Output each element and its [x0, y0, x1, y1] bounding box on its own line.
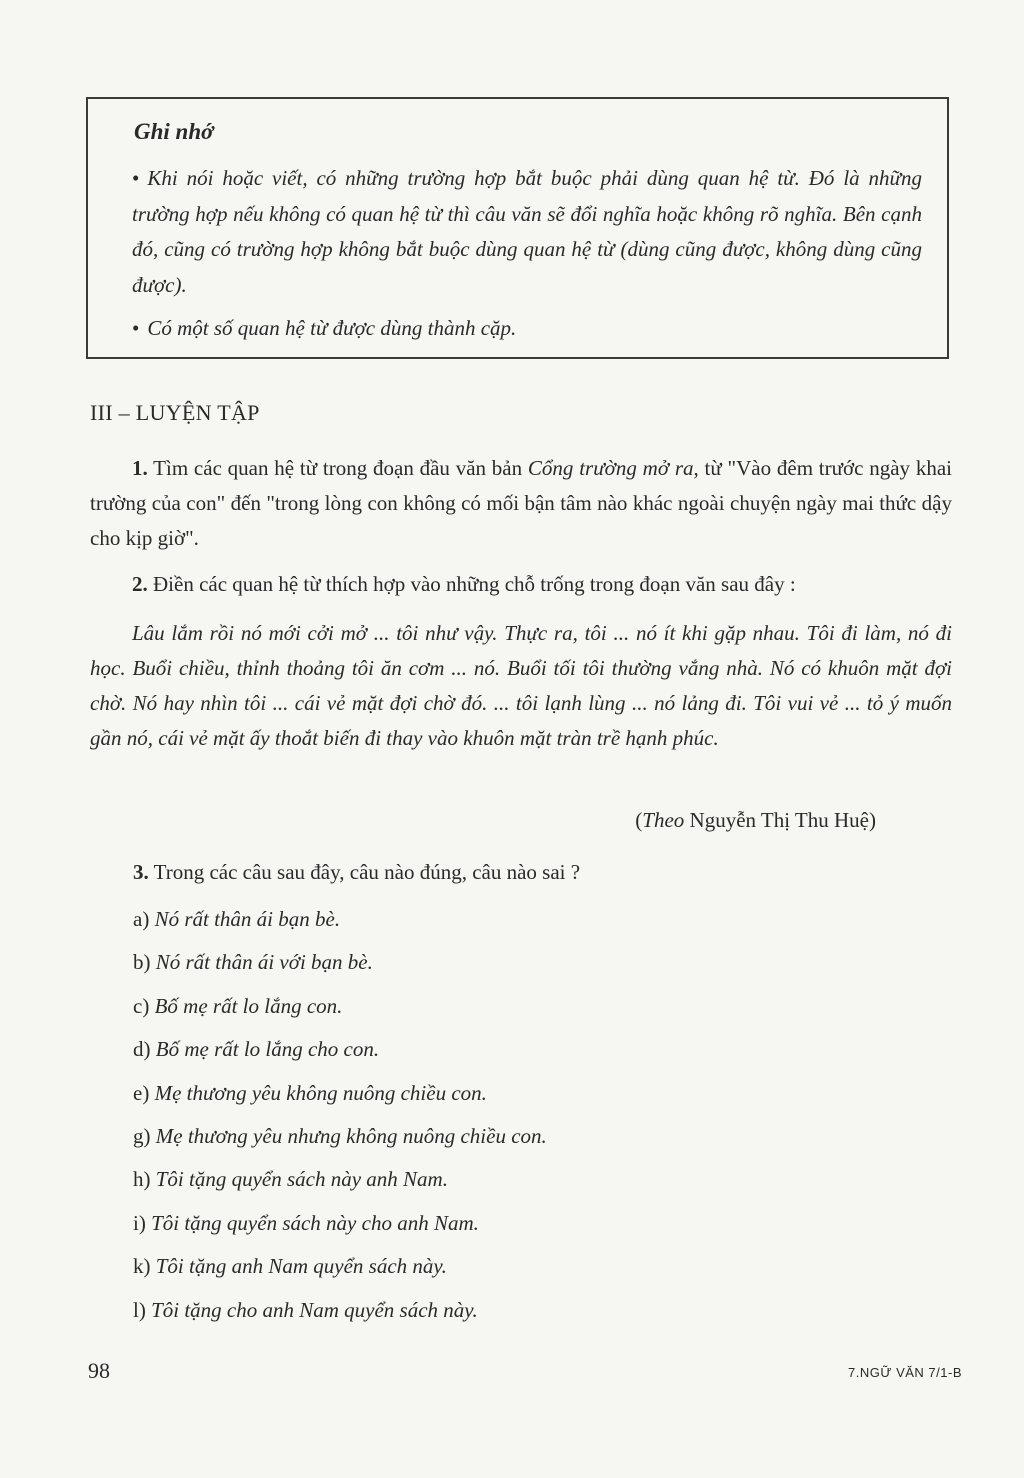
exercise-2-passage: Lâu lắm rồi nó mới cởi mở ... tôi như vậy. Thực ra, tôi ... nó ít khi gặp nhau. Tôi đi làm, nó đi học. Buổi chiều, thỉnh thoảng tôi ăn cơm ... nó. Buổi tối tôi thường vắng nhà. Nó có khuôn mặt đợi chờ. Nó hay nhìn tôi ... cái vẻ mặt đợi chờ đó. ... tôi lạnh lùng ... nó lảng đi. Tôi vui vẻ ... tỏ ý muốn gần nó, cái vẻ mặt ấy thoắt biến đi thay vào khuôn mặt tràn trề hạnh phúc.	[90, 621, 952, 750]
ghi-nho-bullet-1	[132, 161, 922, 303]
ghi-nho-bullet-1-text: Khi nói hoặc viết, có những trường hợp bắt buộc phải dùng quan hệ từ. Đó là những trường hợp nếu không có quan hệ từ thì câu văn sẽ đổi nghĩa hoặc không rõ nghĩa. Bên cạnh đó, cũng có trường hợp không bắt buộc dùng quan hệ từ (dùng cũng được, không dùng cũng được).	[132, 166, 922, 297]
item-label: l)	[133, 1297, 146, 1322]
ghi-nho-bullet-2-text: Có một số quan hệ từ được dùng thành cặp.	[147, 316, 517, 340]
item-text: Tôi tặng quyển sách này cho anh Nam.	[151, 1210, 479, 1235]
work-title: Cổng trường mở ra	[527, 456, 694, 480]
page-number: 98	[88, 1358, 110, 1383]
exercise-2-text: Điền các quan hệ từ thích hợp vào những chỗ trống trong đoạn văn sau đây :	[147, 572, 796, 596]
exercise-3-text: Trong các câu sau đây, câu nào đúng, câu nào sai ?	[148, 860, 581, 884]
bullet-icon: •	[132, 166, 140, 190]
item-label: a)	[133, 907, 150, 931]
item-label: d)	[133, 1037, 151, 1062]
item-label: g)	[133, 1123, 151, 1148]
footer-code: 7.NGỮ VĂN 7/1-B	[848, 1365, 962, 1380]
exercise-3	[133, 860, 580, 885]
item-text: Tôi tặng cho anh Nam quyển sách này.	[151, 1297, 478, 1322]
exercise-3-number: 3.	[133, 860, 149, 884]
list-item	[133, 942, 547, 985]
list-item	[133, 899, 547, 942]
exercise-1	[90, 451, 952, 556]
item-label: c)	[133, 993, 150, 1018]
list-item	[133, 1029, 547, 1072]
item-text: Nó rất thân ái bạn bè.	[154, 907, 341, 931]
source-author: Nguyễn Thị Thu Huệ)	[684, 808, 876, 832]
list-item	[133, 1116, 547, 1159]
list-item	[133, 1073, 547, 1116]
exercise-1-text-a: Tìm các quan hệ từ trong đoạn đầu văn bản	[147, 456, 528, 480]
item-text: Mẹ thương yêu không nuông chiều con.	[154, 1080, 487, 1105]
bullet-icon: •	[132, 316, 140, 340]
ghi-nho-box	[86, 97, 949, 359]
passage-source	[635, 808, 876, 833]
item-text: Bố mẹ rất lo lắng con.	[154, 993, 343, 1018]
exercise-3-list	[133, 899, 547, 1333]
item-text: Bố mẹ rất lo lắng cho con.	[155, 1037, 380, 1062]
list-item	[133, 1246, 547, 1289]
item-label: h)	[133, 1167, 151, 1192]
item-label: e)	[133, 1080, 150, 1105]
item-label: b)	[133, 950, 151, 975]
item-text: Tôi tặng anh Nam quyển sách này.	[155, 1254, 447, 1279]
list-item	[133, 1159, 547, 1202]
source-theo: Theo	[642, 808, 685, 832]
source-open-paren: (	[635, 808, 643, 832]
ghi-nho-bullet-2	[132, 311, 922, 347]
list-item	[133, 1290, 547, 1333]
item-text: Tôi tặng quyển sách này anh Nam.	[155, 1167, 448, 1192]
exercise-1-number: 1.	[132, 456, 148, 480]
exercise-2	[90, 567, 952, 602]
list-item	[133, 1203, 547, 1246]
item-label: i)	[133, 1210, 146, 1235]
section-title: III – LUYỆN TẬP	[90, 400, 260, 425]
list-item	[133, 986, 547, 1029]
item-text: Nó rất thân ái với bạn bè.	[155, 950, 373, 975]
item-label: k)	[133, 1254, 151, 1279]
item-text: Mẹ thương yêu nhưng không nuông chiều con.	[155, 1123, 547, 1148]
exercise-1-text-b: , từ "Vào đêm trước ngày khai trường của con" đến "trong lòng con không có mối bận tâm nào khác ngoài chuyện ngày mai thức dậy cho kịp giờ".	[90, 456, 952, 550]
ghi-nho-title: Ghi nhớ	[134, 119, 214, 144]
exercise-2-number: 2.	[132, 572, 148, 596]
